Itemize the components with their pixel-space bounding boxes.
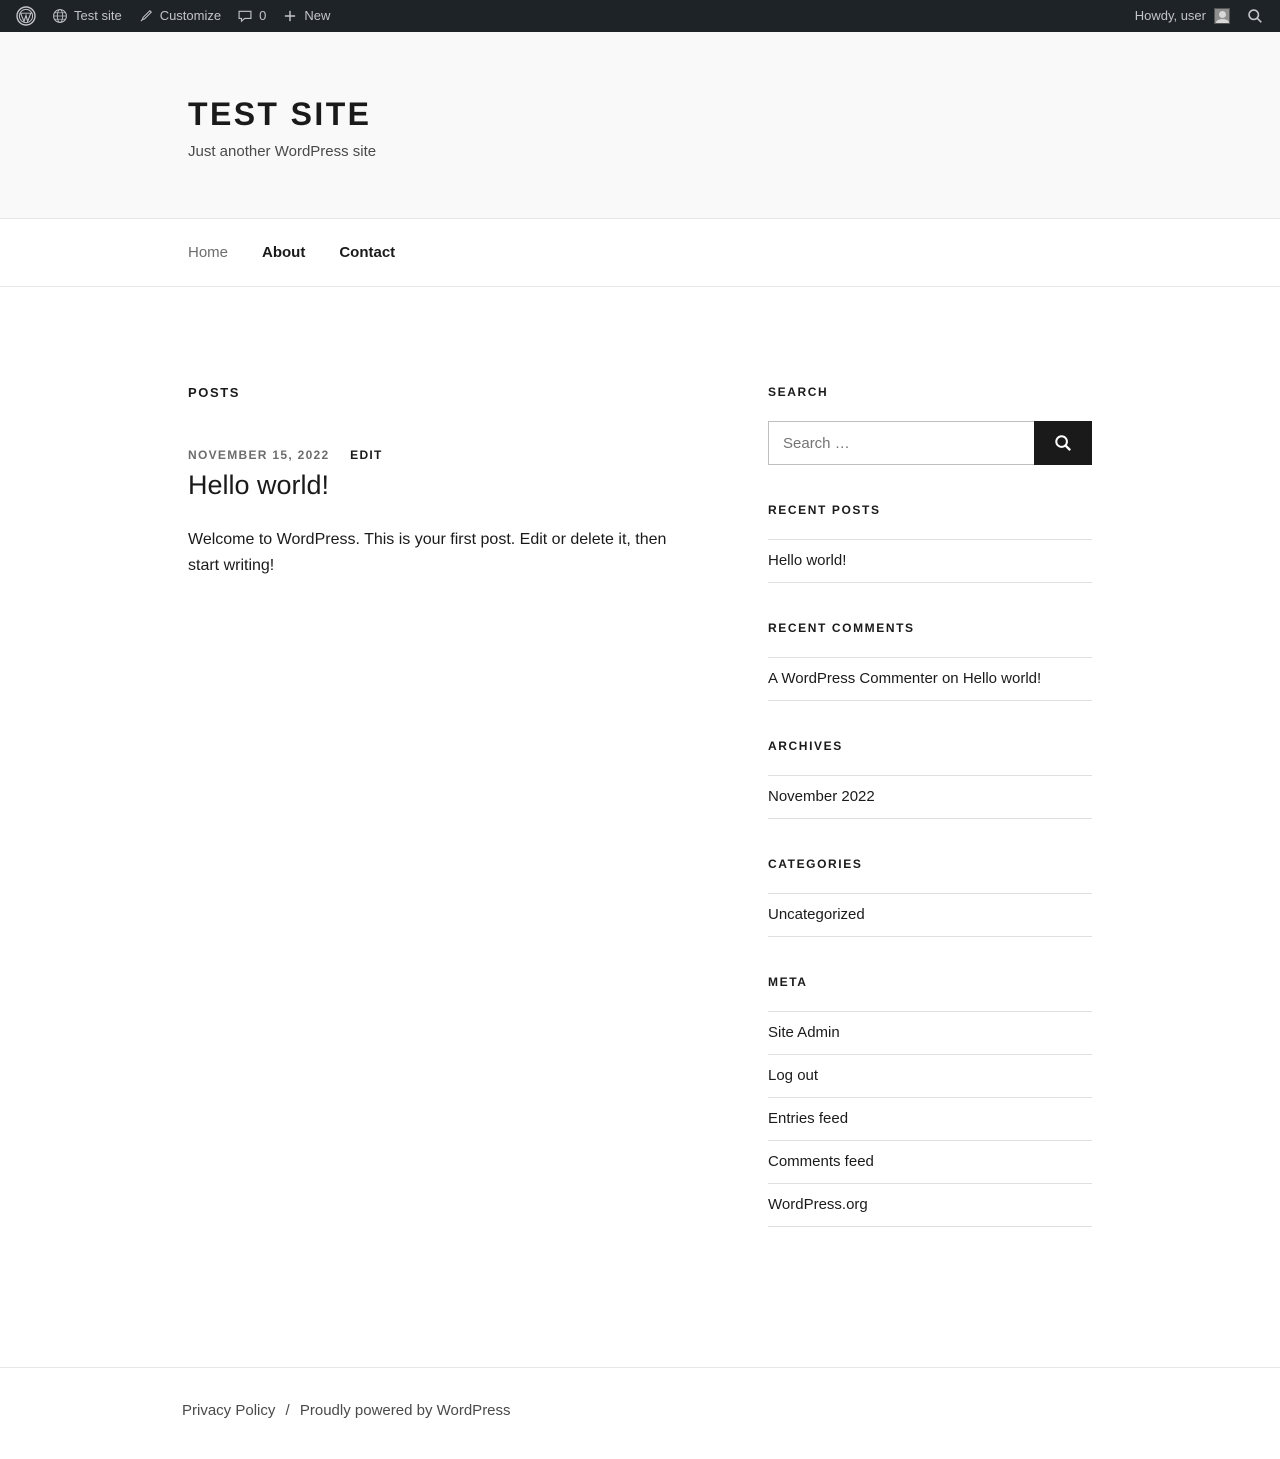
adminbar-right-group — [1127, 0, 1272, 32]
widget-archives — [768, 739, 1092, 819]
post-body: Welcome to WordPress. This is your first post. Edit or delete it, then start writing! — [188, 531, 667, 574]
widget-recent-comments — [768, 621, 1092, 701]
meta-list — [768, 1011, 1092, 1227]
adminbar-customize-label: Customize — [159, 8, 222, 23]
wordpress-logo-icon — [16, 6, 36, 26]
post-meta — [188, 448, 734, 462]
list-item[interactable] — [768, 1098, 1092, 1141]
site-home-icon — [52, 8, 68, 24]
list-item[interactable] — [768, 1055, 1092, 1098]
adminbar-site-name[interactable] — [44, 0, 130, 32]
adminbar-search-toggle[interactable] — [1238, 0, 1272, 32]
widget-title-categories: CATEGORIES — [768, 857, 863, 871]
widget-title-archives: ARCHIVES — [768, 739, 843, 753]
footer-separator: / — [285, 1402, 290, 1419]
paintbrush-icon — [138, 8, 154, 24]
avatar — [1214, 8, 1230, 24]
archive-link[interactable]: November 2022 — [768, 788, 875, 805]
list-item[interactable] — [768, 1011, 1092, 1055]
adminbar-howdy-label: Howdy, user — [1134, 8, 1206, 23]
posts-section-label: POSTS — [188, 385, 241, 400]
footer-credits — [182, 1402, 1280, 1419]
search-icon — [1246, 7, 1264, 25]
adminbar-new[interactable] — [274, 0, 338, 32]
recent-posts-list — [768, 539, 1092, 583]
category-link[interactable]: Uncategorized — [768, 906, 865, 923]
meta-link-site-admin[interactable]: Site Admin — [768, 1024, 840, 1041]
search-form — [768, 421, 1092, 465]
widget-title-recent-posts: RECENT POSTS — [768, 503, 881, 517]
post-title-text: Hello world! — [188, 470, 330, 500]
plus-icon — [282, 8, 298, 24]
search-input[interactable] — [768, 421, 1034, 465]
sidebar — [768, 385, 1092, 1265]
nav-link-home[interactable]: Home — [188, 244, 229, 261]
meta-link-comments-feed[interactable]: Comments feed — [768, 1153, 874, 1170]
widget-title-search: SEARCH — [768, 385, 829, 399]
meta-link-entries-feed[interactable]: Entries feed — [768, 1110, 849, 1127]
search-submit-button[interactable] — [1034, 421, 1092, 465]
widget-meta — [768, 975, 1092, 1227]
list-item[interactable] — [768, 1141, 1092, 1184]
wordpress-credit-link[interactable]: Proudly powered by WordPress — [299, 1402, 511, 1419]
list-item[interactable] — [768, 893, 1092, 937]
site-header — [0, 32, 1280, 219]
content-area — [188, 287, 1092, 1265]
post-article — [188, 448, 734, 579]
adminbar-site-name-label: Test site — [74, 8, 122, 23]
page-title[interactable]: TEST SITE — [188, 96, 372, 132]
nav-item-home[interactable] — [188, 244, 228, 262]
primary-navigation — [0, 219, 1280, 287]
admin-bar — [0, 0, 1280, 32]
site-footer — [0, 1367, 1280, 1459]
comment-on-word: on — [941, 670, 959, 687]
widget-title-recent-comments: RECENT COMMENTS — [768, 621, 915, 635]
recent-post-link[interactable]: Hello world! — [768, 552, 847, 569]
comment-bubble-icon — [237, 8, 253, 24]
categories-list — [768, 893, 1092, 937]
comment-post-link[interactable]: Hello world! — [962, 670, 1042, 687]
privacy-policy-link[interactable]: Privacy Policy — [182, 1402, 276, 1419]
main-content — [188, 385, 734, 1265]
widget-title-meta: META — [768, 975, 808, 989]
list-item[interactable] — [768, 657, 1092, 701]
meta-link-log-out[interactable]: Log out — [768, 1067, 819, 1084]
adminbar-my-account[interactable] — [1127, 0, 1238, 32]
nav-item-about[interactable] — [262, 244, 305, 262]
list-item[interactable] — [768, 539, 1092, 583]
archives-list — [768, 775, 1092, 819]
site-description: Just another WordPress site — [188, 143, 377, 160]
list-item[interactable] — [768, 775, 1092, 819]
nav-item-contact[interactable] — [339, 244, 395, 262]
nav-link-about[interactable]: About — [262, 244, 306, 261]
adminbar-new-label: New — [304, 8, 331, 23]
recent-comments-list — [768, 657, 1092, 701]
post-date[interactable]: NOVEMBER 15, 2022 — [188, 448, 330, 462]
list-item[interactable] — [768, 1184, 1092, 1227]
meta-link-wordpress-org[interactable]: WordPress.org — [768, 1196, 868, 1213]
comment-author[interactable]: A WordPress Commenter — [768, 670, 938, 687]
adminbar-comments[interactable] — [229, 0, 274, 32]
adminbar-wp-logo[interactable] — [8, 0, 44, 32]
adminbar-customize[interactable] — [130, 0, 229, 32]
adminbar-comments-count: 0 — [259, 8, 267, 23]
widget-search — [768, 385, 1092, 465]
widget-recent-posts — [768, 503, 1092, 583]
nav-list — [188, 219, 1092, 287]
search-icon — [1053, 433, 1073, 453]
widget-categories — [768, 857, 1092, 937]
nav-link-contact[interactable]: Contact — [339, 244, 396, 261]
post-title[interactable] — [188, 470, 734, 501]
post-edit-link[interactable]: EDIT — [350, 448, 383, 462]
